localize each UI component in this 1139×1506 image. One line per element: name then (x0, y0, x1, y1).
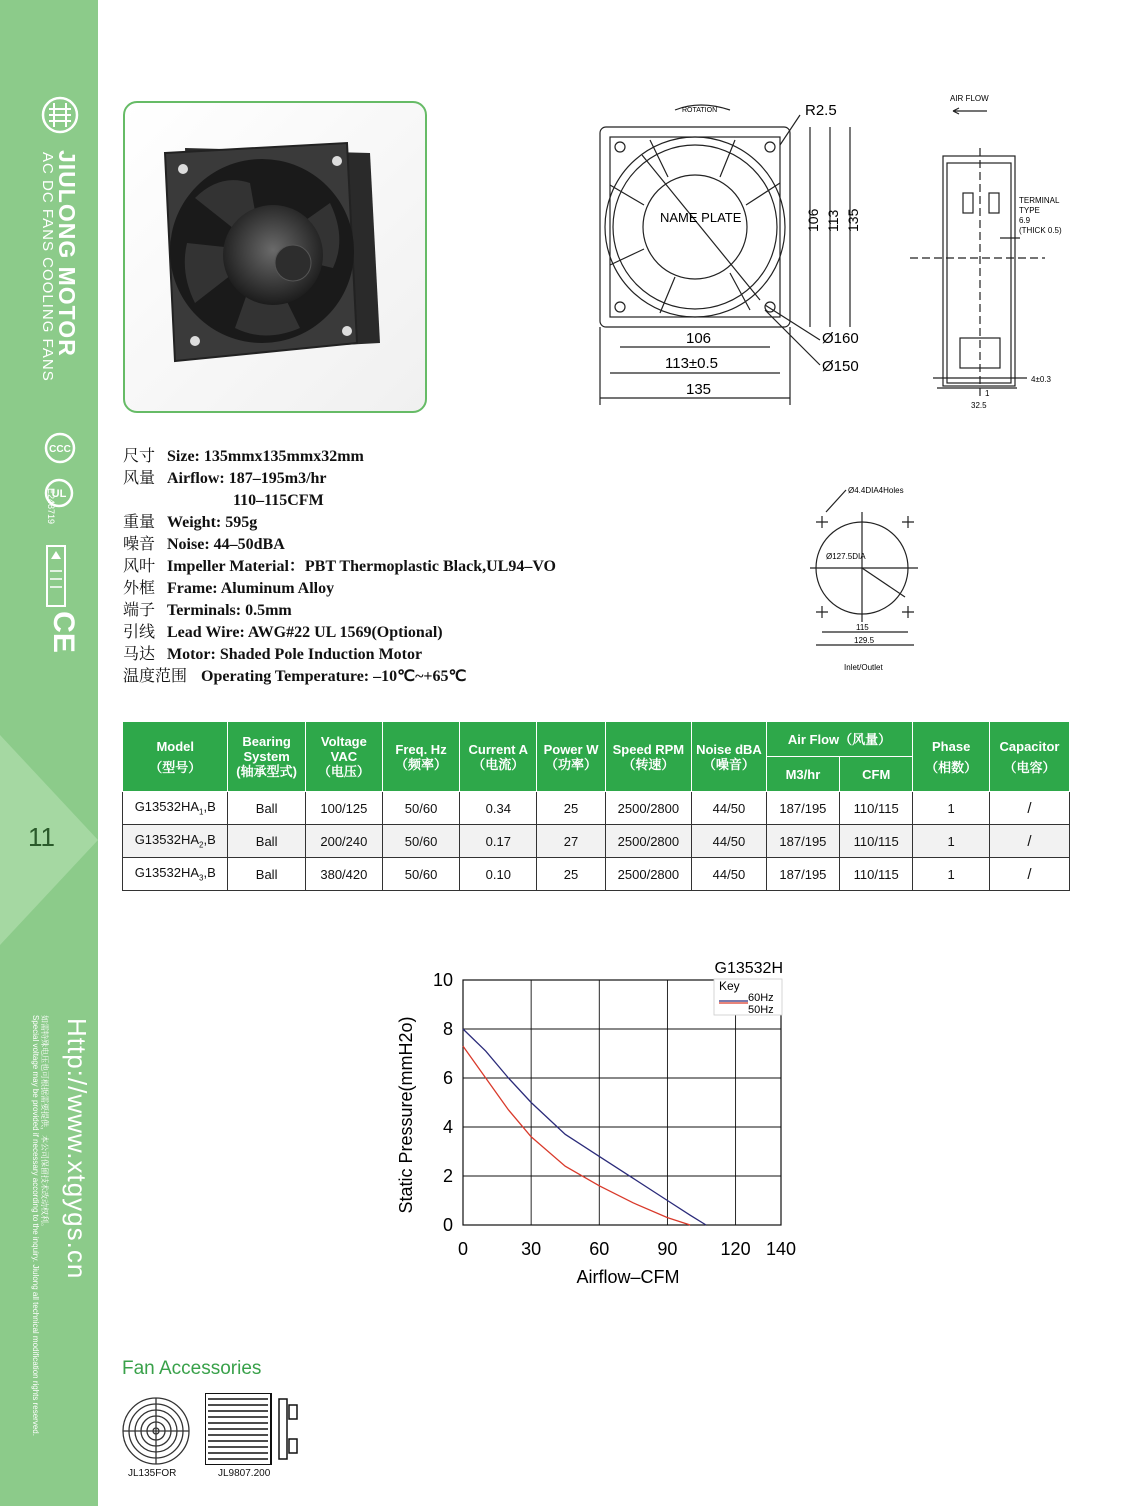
cell-current: 0.10 (460, 858, 537, 891)
cell-phase: 1 (913, 858, 990, 891)
fan-photo-image (125, 103, 425, 411)
cell-model: $G13532HA_2,B$ (123, 825, 228, 858)
cord-code: JL9807.200 (218, 1468, 271, 1479)
th-label-cn: （电压） (317, 764, 370, 779)
cell-bearing: Ball (228, 858, 305, 891)
spec-row (123, 578, 556, 600)
type-value: 6.9 (1019, 216, 1031, 225)
th-label-cn: （转速） (622, 756, 675, 772)
model-suffix: B (207, 865, 216, 881)
th-label: Noise dBA (696, 741, 762, 757)
cell-voltage: 200/240 (305, 825, 382, 858)
disclaimer-en: Special voltage may be provided if necessary according to the inquiry. Jiulong all technical modification rights reserved. (31, 1015, 40, 1436)
cell-cfm: 110/115 (840, 792, 913, 825)
spec-cn: 风量 (123, 470, 156, 487)
spec-row (123, 622, 556, 644)
cell-bearing: Ball (228, 792, 305, 825)
svg-text:UL: UL (51, 488, 67, 500)
dim-106-v: 106 (805, 208, 821, 232)
plot-frame (463, 980, 781, 1225)
model-suffix: B (207, 799, 216, 815)
th-label-cn: （电容） (1003, 759, 1056, 775)
cell-m3: 187/195 (766, 792, 839, 825)
finger-guard-icon (120, 1395, 192, 1467)
ccc-cert-icon (44, 432, 76, 464)
th-label: Bearing System (242, 734, 291, 764)
legend-title: Key (719, 979, 740, 993)
model-suffix: B (207, 832, 216, 848)
cell-speed: 2500/2800 (605, 792, 691, 825)
front-dimension-drawing (580, 95, 880, 415)
th-label: Current A (468, 741, 529, 757)
product-photo-frame (123, 101, 427, 413)
spec-en: Noise: 44–50dBA (167, 536, 285, 553)
th-label: Power W (543, 741, 599, 757)
table-row (123, 858, 1070, 891)
th-m3hr: M3/hr (766, 757, 839, 792)
type-label: TYPE (1019, 206, 1040, 215)
x-tick-label: 140 (765, 1239, 797, 1259)
model-base: G13532HA (134, 799, 200, 815)
chart-grid (463, 980, 781, 1225)
th-bearing (228, 722, 305, 792)
cell-capacitor: / (990, 858, 1070, 891)
y-tick-label: 6 (442, 1068, 453, 1088)
spec-en: Operating Temperature: –10℃~+65℃ (201, 668, 467, 685)
cell-freq: 50/60 (382, 792, 459, 825)
cell-cfm: 110/115 (840, 825, 913, 858)
th-label-cn: （型号） (149, 759, 202, 775)
spec-row (123, 490, 556, 512)
chart-legend (714, 979, 782, 1016)
spec-cn: 外框 (123, 580, 156, 597)
cell-m3: 187/195 (766, 825, 839, 858)
th-capacitor (990, 722, 1070, 792)
th-label: Voltage VAC (320, 734, 367, 764)
table-row (123, 825, 1070, 858)
spec-en: Motor: Shaded Pole Induction Motor (167, 646, 423, 663)
model-base: G13532HA (134, 865, 200, 881)
grill-code: JL135FOR (128, 1468, 177, 1479)
cell-current: 0.17 (460, 825, 537, 858)
spec-en: Impeller Material：PBT Thermoplastic Black,UL94–VO (167, 558, 556, 575)
cell-m3: 187/195 (766, 858, 839, 891)
th-label: Freq. Hz (395, 741, 447, 757)
hole-pattern-drawing (808, 482, 938, 672)
dim-113-v: 113 (825, 209, 841, 232)
dia-150-label: Ø150 (822, 358, 859, 375)
name-plate-label: NAME PLATE (660, 210, 742, 225)
spec-cn: 引线 (123, 624, 156, 641)
svg-text:CCC: CCC (49, 444, 71, 455)
model-spec-table (122, 721, 1070, 891)
brand-logo-icon (40, 95, 80, 135)
chart-title: G13532H (714, 960, 783, 977)
spec-en: Airflow: 187–195m3/hr (167, 470, 327, 487)
spec-cn: 温度范围 (123, 668, 188, 685)
cell-speed: 2500/2800 (605, 858, 691, 891)
ul-number: E248719 (46, 488, 56, 525)
spec-cn: 马达 (123, 646, 156, 663)
dim-4-label: 4±0.3 (1031, 375, 1051, 384)
inlet-label: Inlet/Outlet (844, 663, 883, 672)
cell-cfm: 110/115 (840, 858, 913, 891)
cell-freq: 50/60 (382, 825, 459, 858)
spec-row (123, 556, 556, 578)
model-sub: 3 (199, 873, 204, 883)
thick-label: (THICK 0.5) (1019, 226, 1062, 235)
dia-160-label: Ø160 (822, 330, 859, 347)
th-label-cn: （功率） (545, 756, 598, 772)
sidebar (0, 0, 98, 1506)
th-voltage (305, 722, 382, 792)
series-line-50hz (463, 1046, 690, 1225)
spec-cn: 尺寸 (123, 448, 156, 465)
model-sub: 2 (199, 840, 204, 850)
th-freq (382, 722, 459, 792)
th-speed (605, 722, 691, 792)
page-number: 11 (28, 822, 55, 852)
spec-en: Terminals: 0.5mm (167, 602, 292, 619)
spec-en: 110–115CFM (233, 492, 324, 509)
spec-list (123, 446, 556, 688)
dim-1295-label: 129.5 (854, 636, 875, 645)
cell-capacitor: / (990, 792, 1070, 825)
x-tick-label: 60 (589, 1239, 610, 1259)
chart-xlabel: Airflow–CFM (576, 1267, 680, 1285)
cell-power: 27 (537, 825, 605, 858)
accessories-title: Fan Accessories (122, 1358, 262, 1379)
cell-phase: 1 (913, 792, 990, 825)
cell-capacitor: / (990, 825, 1070, 858)
dim-135-h: 135 (686, 381, 712, 398)
cell-noise: 44/50 (692, 858, 767, 891)
cell-power: 25 (537, 858, 605, 891)
th-label: Speed RPM (612, 741, 685, 757)
th-model (123, 722, 228, 792)
x-tick-label: 90 (657, 1239, 678, 1259)
spec-en: Frame: Aluminum Alloy (167, 580, 335, 597)
performance-chart (388, 955, 828, 1285)
dim-325-label: 32.5 (971, 401, 987, 410)
model-sub: 1 (199, 807, 204, 817)
dim-106-h: 106 (686, 330, 712, 347)
rotation-label: ROTATION (682, 107, 718, 114)
y-tick-label: 0 (442, 1215, 453, 1235)
dim-113-h: 113±0.5 (665, 355, 718, 372)
spec-cn: 端子 (123, 602, 156, 619)
th-label-cn: （电流） (472, 756, 525, 772)
dim-115-label: 115 (856, 623, 869, 632)
legend-50hz: 50Hz (748, 1004, 774, 1016)
spec-cn: 噪音 (123, 536, 156, 553)
spec-en: Size: 135mmx135mmx32mm (167, 448, 364, 465)
spec-en: Weight: 595g (167, 514, 258, 531)
th-noise (692, 722, 767, 792)
cell-voltage: 380/420 (305, 858, 382, 891)
cell-bearing: Ball (228, 825, 305, 858)
spec-cn: 重量 (123, 514, 156, 531)
cell-power: 25 (537, 792, 605, 825)
x-tick-label: 30 (521, 1239, 542, 1259)
th-label: Phase (932, 738, 971, 754)
cell-model: $G13532HA_1,B$ (123, 792, 228, 825)
th-airflow: Air Flow（风量） (766, 722, 913, 757)
dim-1-label: 1 (985, 389, 990, 398)
chart-ylabel: Static Pressure(mmH2o) (396, 1016, 416, 1214)
air-flow-label: AIR FLOW (950, 94, 989, 103)
cell-speed: 2500/2800 (605, 825, 691, 858)
legend-60hz: 60Hz (748, 992, 774, 1004)
table-row (123, 792, 1070, 825)
th-cfm: CFM (840, 757, 913, 792)
holes-label: Ø4.4DIA4Holes (848, 486, 904, 495)
th-power (537, 722, 605, 792)
th-label-cn: （相数） (925, 759, 978, 775)
cell-voltage: 100/125 (305, 792, 382, 825)
th-label-cn: (轴承型式) (236, 764, 297, 779)
cell-model: $G13532HA_3,B$ (123, 858, 228, 891)
disclaimer-cn: 如需特殊电压也可根据需要提供，本公司保留技术改动权利。 (40, 1015, 49, 1231)
th-phase (913, 722, 990, 792)
terminal-label: TERMINAL (1019, 196, 1060, 205)
spec-row (123, 446, 556, 468)
x-tick-label: 120 (720, 1239, 751, 1259)
y-tick-label: 8 (442, 1019, 453, 1039)
power-cord-icon (205, 1393, 305, 1465)
spec-row (123, 666, 556, 688)
brand-tagline: AC DC FANS COOLING FANS (39, 152, 56, 382)
side-dimension-drawing (905, 88, 1085, 418)
spec-cn: 风叶 (123, 558, 156, 575)
th-label-cn: （频率） (395, 756, 448, 772)
cell-noise: 44/50 (692, 825, 767, 858)
spec-en: Lead Wire: AWG#22 UL 1569(Optional) (167, 624, 443, 641)
spec-row (123, 600, 556, 622)
cell-freq: 50/60 (382, 858, 459, 891)
website-url[interactable]: Http://www.xtgygs.cn (62, 1018, 92, 1280)
ce-mark: CE (46, 611, 80, 653)
y-tick-label: 2 (442, 1166, 453, 1186)
y-tick-label: 4 (442, 1117, 453, 1137)
spec-row (123, 644, 556, 666)
th-label: Capacitor (999, 738, 1060, 754)
cell-current: 0.34 (460, 792, 537, 825)
model-base: G13532HA (134, 832, 200, 848)
dia-1275-label: Ø127.5DIA (826, 552, 866, 561)
safety-label-icon (46, 545, 66, 607)
th-label: Model (156, 738, 195, 754)
cell-phase: 1 (913, 825, 990, 858)
spec-row (123, 468, 556, 490)
x-tick-label: 0 (457, 1239, 469, 1259)
radius-label: R2.5 (805, 102, 837, 119)
y-tick-label: 10 (432, 970, 453, 990)
dim-135-v: 135 (845, 208, 861, 232)
spec-row (123, 534, 556, 556)
th-current (460, 722, 537, 792)
spec-row (123, 512, 556, 534)
th-label-cn: （噪音） (702, 756, 755, 772)
brand-name: JIULONG MOTOR (54, 150, 80, 357)
cell-noise: 44/50 (692, 792, 767, 825)
